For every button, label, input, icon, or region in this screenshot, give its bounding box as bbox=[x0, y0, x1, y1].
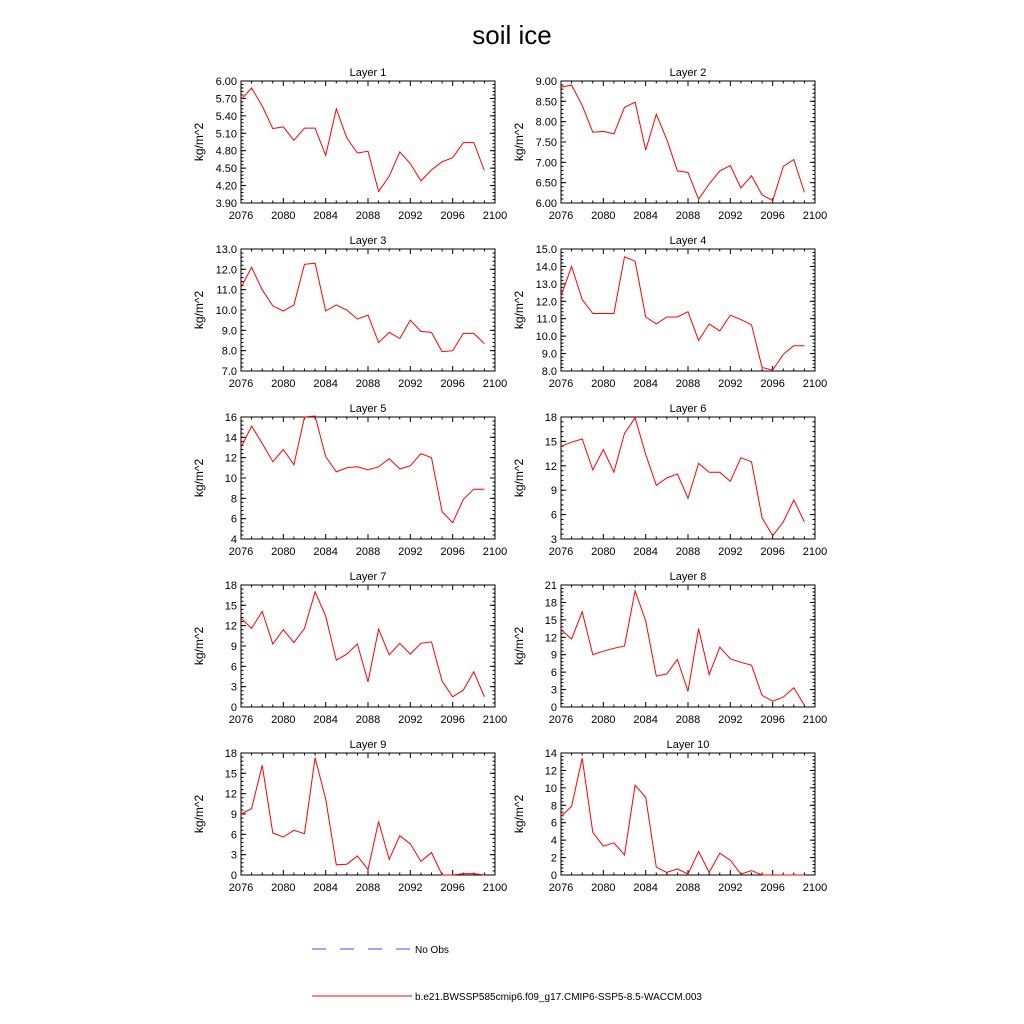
panel-title: Layer 5 bbox=[349, 403, 387, 415]
x-tick-label: 2096 bbox=[760, 882, 785, 894]
x-tick-label: 2100 bbox=[482, 210, 508, 222]
x-tick-label: 2092 bbox=[718, 882, 743, 894]
y-tick-label: 6.00 bbox=[215, 76, 237, 88]
y-axis-label: kg/m^2 bbox=[192, 122, 206, 162]
plot-frame bbox=[241, 249, 495, 371]
x-tick-label: 2088 bbox=[675, 714, 701, 726]
plot-frame bbox=[561, 753, 815, 875]
x-tick-label: 2076 bbox=[548, 714, 574, 726]
x-tick-label: 2084 bbox=[633, 210, 658, 222]
series-line bbox=[241, 416, 484, 523]
y-tick-label: 3 bbox=[230, 681, 237, 694]
x-tick-label: 2080 bbox=[271, 546, 296, 558]
y-tick-label: 10 bbox=[224, 473, 237, 485]
plot-frame bbox=[561, 249, 815, 371]
x-tick-label: 2080 bbox=[591, 378, 616, 390]
y-tick-label: 6 bbox=[550, 667, 557, 680]
y-tick-label: 12 bbox=[224, 452, 237, 465]
y-tick-label: 9 bbox=[230, 641, 237, 653]
x-tick-label: 2084 bbox=[313, 210, 338, 222]
y-tick-label: 0 bbox=[230, 702, 237, 714]
y-tick-label: 2 bbox=[550, 852, 557, 865]
x-tick-label: 2096 bbox=[760, 378, 785, 390]
x-tick-label: 2088 bbox=[355, 546, 381, 558]
y-tick-label: 16 bbox=[224, 412, 237, 424]
y-tick-label: 12.0 bbox=[215, 264, 237, 277]
y-tick-label: 7.50 bbox=[535, 137, 557, 149]
y-tick-label: 7.00 bbox=[535, 157, 557, 170]
x-tick-label: 2088 bbox=[355, 714, 381, 726]
chart-panel-7 bbox=[192, 571, 507, 726]
y-tick-label: 0 bbox=[550, 870, 557, 882]
y-tick-label: 6 bbox=[550, 509, 557, 522]
y-tick-label: 3 bbox=[230, 849, 237, 862]
series-line bbox=[561, 758, 804, 875]
y-axis-label: kg/m^2 bbox=[192, 626, 206, 666]
y-tick-label: 14.0 bbox=[535, 261, 557, 274]
y-tick-label: 6.50 bbox=[535, 177, 557, 190]
x-tick-label: 2084 bbox=[313, 714, 338, 726]
x-tick-label: 2100 bbox=[482, 714, 508, 726]
y-tick-label: 4 bbox=[230, 534, 237, 546]
y-tick-label: 12 bbox=[544, 632, 557, 645]
y-tick-label: 8 bbox=[550, 800, 557, 813]
y-axis-label: kg/m^2 bbox=[512, 794, 526, 834]
x-tick-label: 2088 bbox=[675, 378, 701, 390]
y-tick-label: 5.10 bbox=[215, 128, 237, 141]
y-tick-label: 3.90 bbox=[215, 198, 237, 210]
x-tick-label: 2092 bbox=[398, 378, 423, 390]
y-tick-label: 18 bbox=[544, 412, 557, 424]
series-line bbox=[241, 758, 484, 875]
x-tick-label: 2088 bbox=[355, 378, 381, 390]
y-tick-label: 4.20 bbox=[215, 180, 237, 193]
x-tick-label: 2080 bbox=[271, 882, 296, 894]
chart-panel-9 bbox=[192, 739, 507, 894]
x-tick-label: 2092 bbox=[718, 378, 743, 390]
series-line bbox=[241, 592, 484, 697]
x-tick-label: 2092 bbox=[718, 714, 743, 726]
x-tick-label: 2080 bbox=[591, 882, 616, 894]
panel-title: Layer 7 bbox=[349, 571, 387, 583]
x-tick-label: 2076 bbox=[228, 882, 254, 894]
x-tick-label: 2084 bbox=[633, 714, 658, 726]
x-tick-label: 2088 bbox=[355, 882, 381, 894]
x-tick-label: 2088 bbox=[675, 546, 701, 558]
panel-title: Layer 1 bbox=[349, 67, 387, 79]
y-tick-label: 6 bbox=[230, 661, 237, 674]
panel-title: Layer 3 bbox=[349, 235, 387, 247]
y-tick-label: 9.0 bbox=[221, 325, 237, 338]
panel-title: Layer 9 bbox=[349, 739, 387, 751]
y-tick-label: 8 bbox=[230, 493, 237, 506]
y-tick-label: 13.0 bbox=[535, 278, 557, 291]
y-tick-label: 3 bbox=[550, 534, 557, 546]
x-tick-label: 2084 bbox=[633, 882, 658, 894]
x-tick-label: 2092 bbox=[718, 210, 743, 222]
chart-panel-10 bbox=[512, 739, 827, 894]
plot-frame bbox=[561, 81, 815, 203]
panel-title: Layer 2 bbox=[669, 67, 707, 79]
chart-panel-4 bbox=[512, 235, 827, 390]
y-tick-label: 15 bbox=[544, 436, 557, 449]
x-tick-label: 2084 bbox=[313, 546, 338, 558]
panel-title: Layer 8 bbox=[669, 571, 707, 583]
x-tick-label: 2080 bbox=[591, 714, 616, 726]
y-axis-label: kg/m^2 bbox=[192, 458, 206, 498]
y-tick-label: 15 bbox=[224, 768, 237, 781]
y-tick-label: 8.0 bbox=[541, 366, 557, 378]
chart-panel-3 bbox=[192, 235, 507, 390]
y-tick-label: 0 bbox=[230, 870, 237, 882]
y-tick-label: 14 bbox=[224, 432, 237, 445]
y-tick-label: 5.70 bbox=[215, 93, 237, 106]
y-axis-label: kg/m^2 bbox=[192, 794, 206, 834]
y-tick-label: 9.0 bbox=[541, 348, 557, 361]
y-tick-label: 9 bbox=[230, 809, 237, 821]
x-tick-label: 2076 bbox=[228, 714, 254, 726]
x-tick-label: 2100 bbox=[482, 546, 508, 558]
x-tick-label: 2084 bbox=[633, 378, 658, 390]
x-tick-label: 2092 bbox=[398, 546, 423, 558]
x-tick-label: 2080 bbox=[591, 546, 616, 558]
y-tick-label: 10.0 bbox=[535, 331, 557, 344]
y-tick-label: 8.00 bbox=[535, 116, 557, 129]
x-tick-label: 2076 bbox=[228, 378, 254, 390]
y-tick-label: 5.40 bbox=[215, 110, 237, 123]
y-tick-label: 12 bbox=[544, 765, 557, 778]
x-tick-label: 2096 bbox=[760, 546, 785, 558]
y-tick-label: 7.0 bbox=[221, 366, 237, 378]
plot-frame bbox=[561, 417, 815, 539]
y-tick-label: 11.0 bbox=[536, 313, 557, 326]
x-tick-label: 2088 bbox=[355, 210, 381, 222]
plot-frame bbox=[241, 585, 495, 707]
plot-frame bbox=[241, 81, 495, 203]
x-tick-label: 2096 bbox=[440, 714, 465, 726]
y-tick-label: 15 bbox=[544, 614, 557, 627]
series-line bbox=[561, 418, 804, 536]
legend bbox=[312, 945, 702, 1003]
series-line bbox=[561, 591, 804, 706]
y-tick-label: 12 bbox=[224, 788, 237, 801]
series-line bbox=[241, 88, 484, 191]
figure-title: soil ice bbox=[472, 20, 552, 50]
x-tick-label: 2084 bbox=[313, 378, 338, 390]
x-tick-label: 2088 bbox=[675, 882, 701, 894]
legend-model-label: b.e21.BWSSP585cmip6.f09_g17.CMIP6-SSP5-8.5-WACCM.003 bbox=[415, 992, 702, 1003]
x-tick-label: 2096 bbox=[440, 378, 465, 390]
x-tick-label: 2084 bbox=[313, 882, 338, 894]
x-tick-label: 2084 bbox=[633, 546, 658, 558]
y-tick-label: 12 bbox=[224, 620, 237, 633]
panel-title: Layer 6 bbox=[669, 403, 707, 415]
x-tick-label: 2092 bbox=[398, 714, 423, 726]
y-tick-label: 9 bbox=[550, 485, 557, 498]
y-tick-label: 3 bbox=[550, 684, 557, 697]
x-tick-label: 2100 bbox=[802, 882, 828, 894]
x-tick-label: 2080 bbox=[271, 714, 296, 726]
x-tick-label: 2100 bbox=[802, 546, 828, 558]
chart-panel-1 bbox=[192, 67, 507, 222]
y-tick-label: 14 bbox=[544, 748, 557, 760]
x-tick-label: 2080 bbox=[271, 378, 296, 390]
plot-frame bbox=[241, 417, 495, 539]
y-tick-label: 9.00 bbox=[535, 76, 557, 88]
y-tick-label: 18 bbox=[224, 580, 237, 592]
y-tick-label: 0 bbox=[550, 702, 557, 714]
chart-panels bbox=[192, 67, 827, 894]
y-tick-label: 10.0 bbox=[215, 305, 237, 317]
x-tick-label: 2100 bbox=[482, 882, 508, 894]
y-tick-label: 18 bbox=[544, 597, 557, 610]
x-tick-label: 2100 bbox=[802, 378, 828, 390]
y-tick-label: 12 bbox=[544, 460, 557, 473]
y-axis-label: kg/m^2 bbox=[512, 290, 526, 330]
y-tick-label: 4.50 bbox=[215, 163, 237, 176]
y-tick-label: 8.0 bbox=[221, 345, 237, 358]
series-line bbox=[561, 85, 804, 201]
y-tick-label: 6.00 bbox=[535, 198, 557, 210]
x-tick-label: 2096 bbox=[440, 882, 465, 894]
x-tick-label: 2096 bbox=[760, 210, 785, 222]
x-tick-label: 2076 bbox=[228, 210, 254, 222]
x-tick-label: 2100 bbox=[482, 378, 508, 390]
y-tick-label: 15.0 bbox=[535, 244, 557, 256]
x-tick-label: 2076 bbox=[548, 546, 574, 558]
y-tick-label: 15 bbox=[224, 600, 237, 613]
y-tick-label: 6 bbox=[550, 817, 557, 830]
x-tick-label: 2100 bbox=[802, 210, 828, 222]
y-tick-label: 12.0 bbox=[535, 296, 557, 309]
chart-panel-2 bbox=[512, 67, 827, 222]
y-tick-label: 6 bbox=[230, 513, 237, 526]
y-axis-label: kg/m^2 bbox=[512, 458, 526, 498]
x-tick-label: 2092 bbox=[398, 210, 423, 222]
x-tick-label: 2092 bbox=[398, 882, 423, 894]
y-tick-label: 4.80 bbox=[215, 145, 237, 158]
y-axis-label: kg/m^2 bbox=[512, 626, 526, 666]
x-tick-label: 2100 bbox=[802, 714, 828, 726]
y-axis-label: kg/m^2 bbox=[192, 290, 206, 330]
y-tick-label: 18 bbox=[224, 748, 237, 760]
y-tick-label: 21 bbox=[544, 580, 557, 592]
y-tick-label: 4 bbox=[550, 835, 557, 848]
panel-title: Layer 4 bbox=[669, 235, 707, 247]
x-tick-label: 2080 bbox=[591, 210, 616, 222]
x-tick-label: 2096 bbox=[440, 546, 465, 558]
y-axis-label: kg/m^2 bbox=[512, 122, 526, 162]
y-tick-label: 11.0 bbox=[216, 284, 237, 297]
x-tick-label: 2096 bbox=[440, 210, 465, 222]
chart-panel-5 bbox=[192, 403, 507, 558]
x-tick-label: 2076 bbox=[228, 546, 254, 558]
chart-panel-8 bbox=[512, 571, 827, 726]
plot-frame bbox=[241, 753, 495, 875]
chart-panel-6 bbox=[512, 403, 827, 558]
x-tick-label: 2076 bbox=[548, 210, 574, 222]
y-tick-label: 13.0 bbox=[215, 244, 237, 256]
x-tick-label: 2088 bbox=[675, 210, 701, 222]
y-tick-label: 8.50 bbox=[535, 96, 557, 109]
panel-title: Layer 10 bbox=[666, 739, 710, 751]
series-line bbox=[561, 257, 804, 370]
x-tick-label: 2076 bbox=[548, 882, 574, 894]
y-tick-label: 9 bbox=[550, 649, 557, 662]
y-tick-label: 6 bbox=[230, 829, 237, 842]
x-tick-label: 2076 bbox=[548, 378, 574, 390]
legend-obs-label: No Obs bbox=[415, 945, 449, 956]
x-tick-label: 2092 bbox=[718, 546, 743, 558]
x-tick-label: 2096 bbox=[760, 714, 785, 726]
y-tick-label: 10 bbox=[544, 782, 557, 795]
x-tick-label: 2080 bbox=[271, 210, 296, 222]
series-line bbox=[241, 263, 484, 352]
